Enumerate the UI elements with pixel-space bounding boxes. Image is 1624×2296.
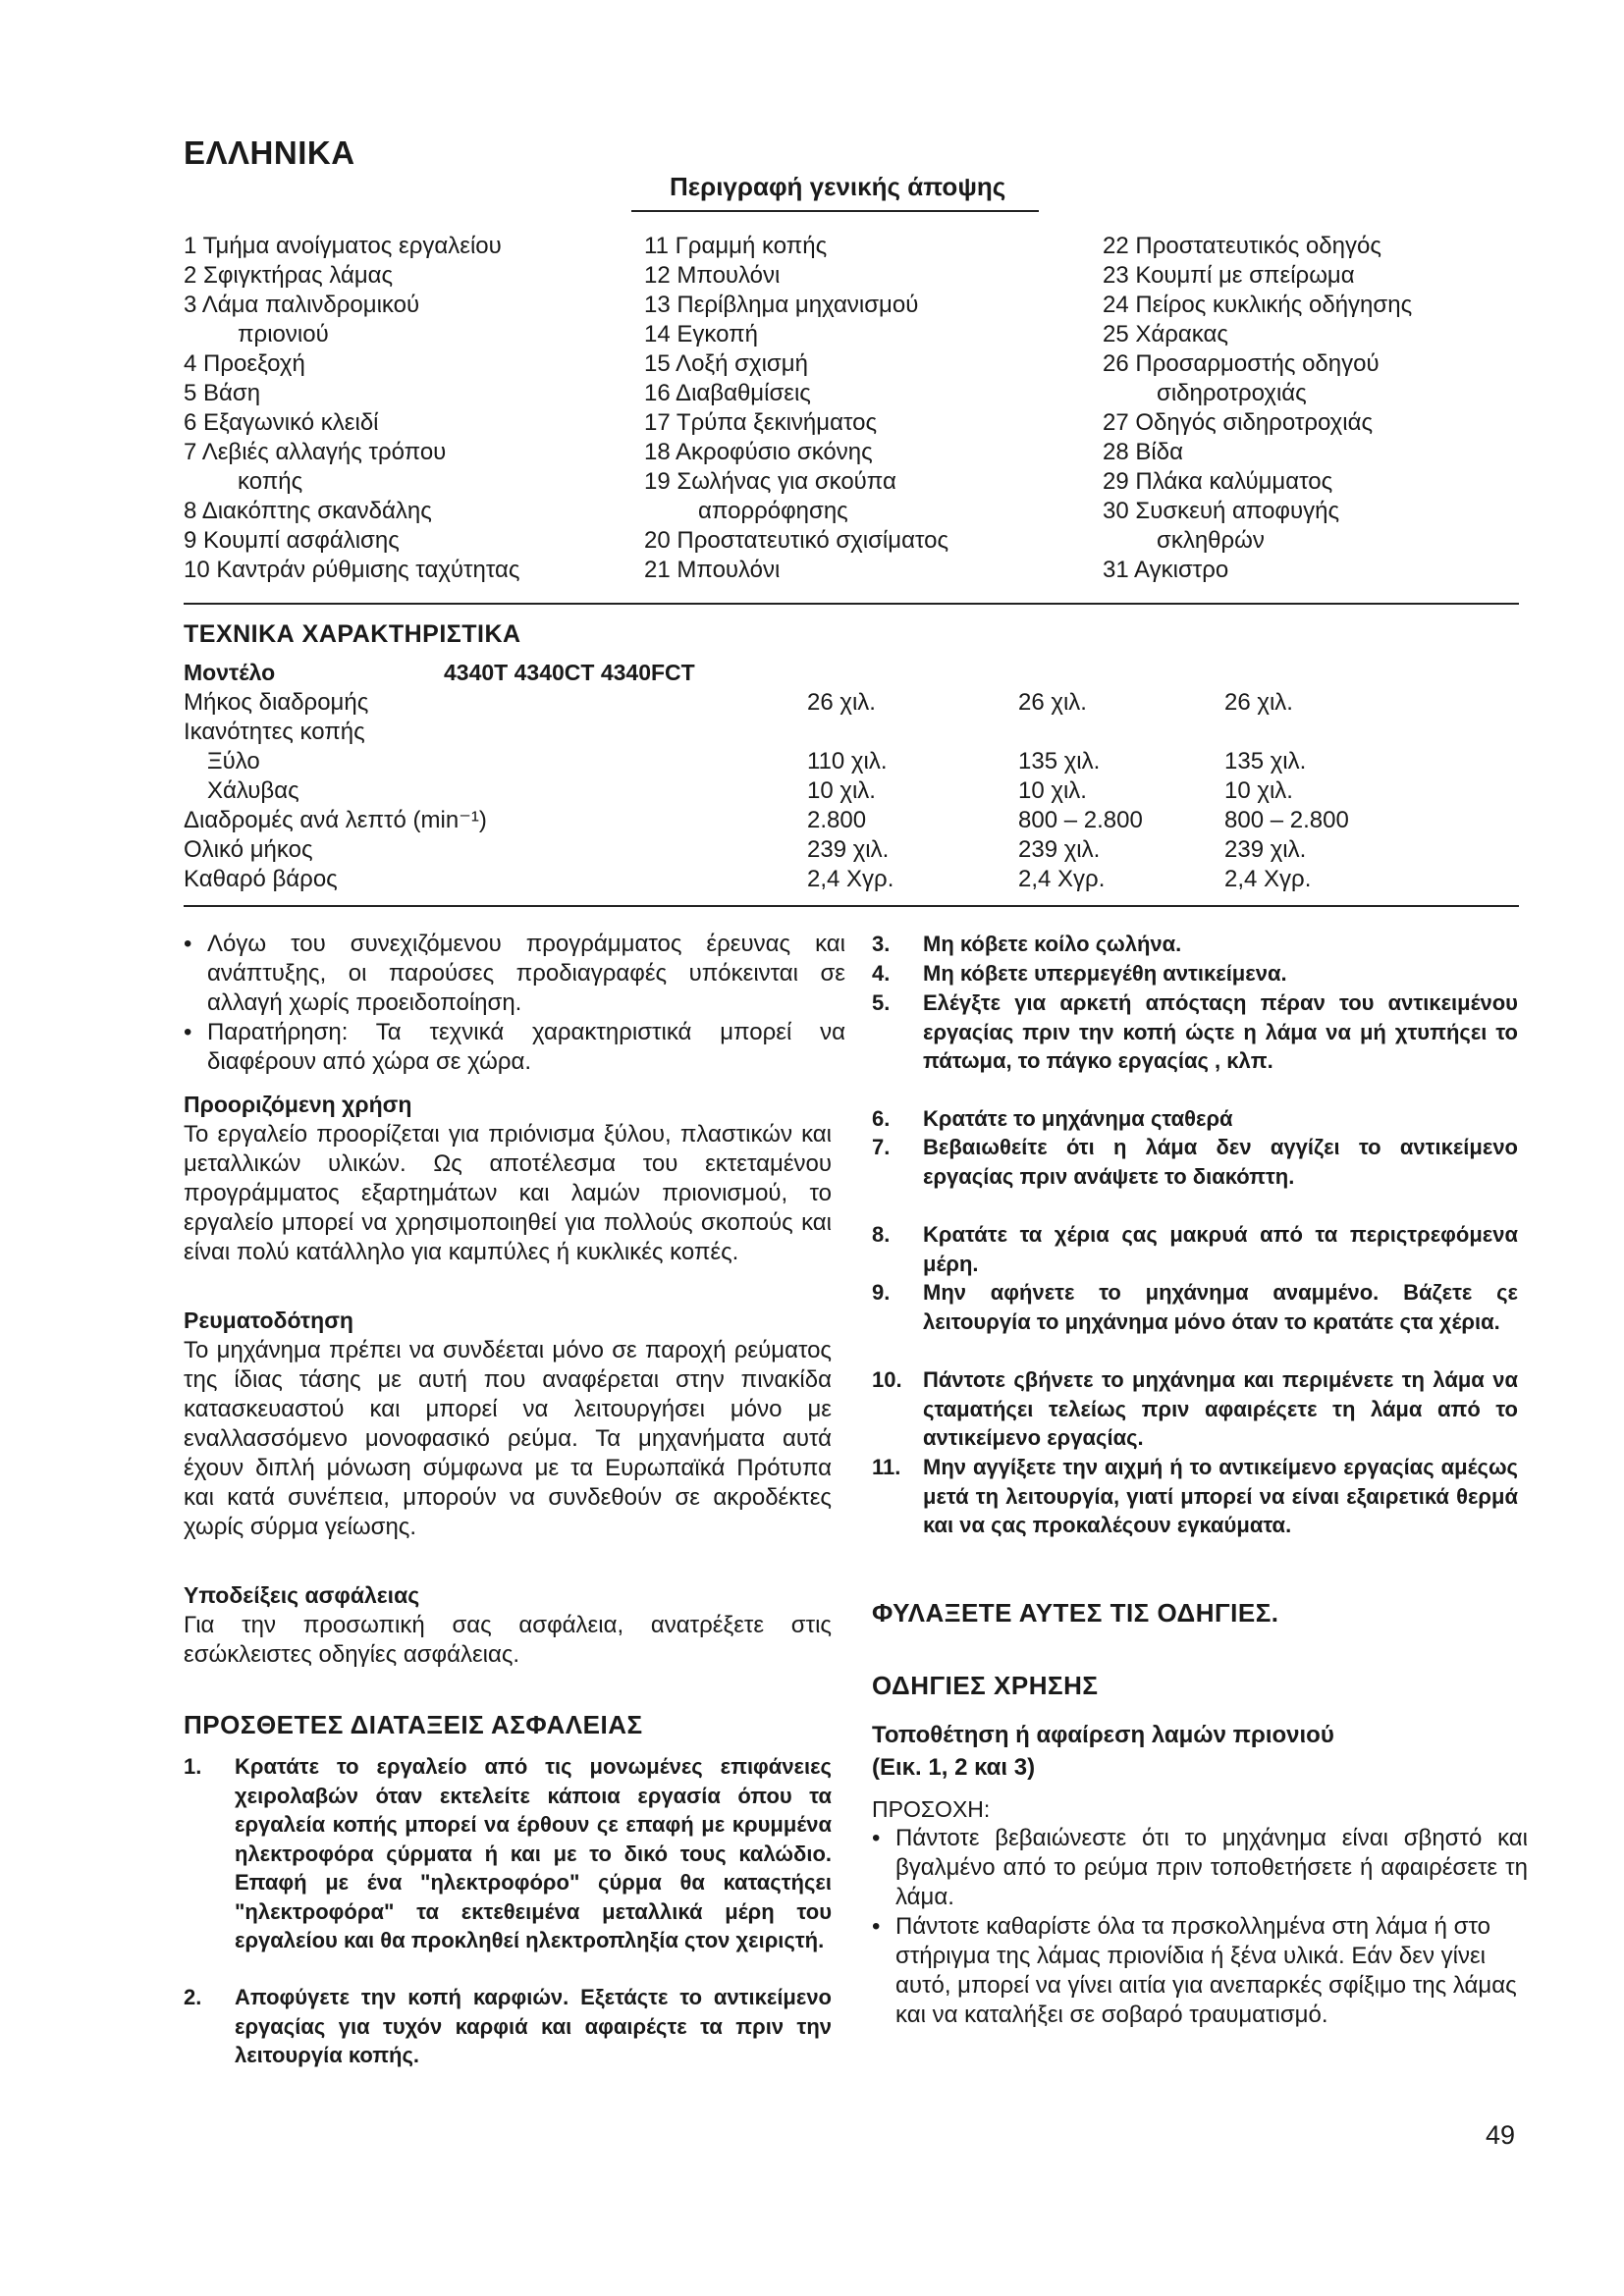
operation-subtitle-2: (Εικ. 1, 2 και 3): [872, 1754, 1036, 1781]
overview-item: 10 Καντράν ρύθμισης ταχύτητας: [184, 557, 520, 583]
bullet-dot: •: [184, 1019, 192, 1045]
overview-title-rule: [631, 210, 1039, 212]
overview-column-1: [184, 232, 616, 585]
safety-rule-number: 6.: [872, 1106, 891, 1131]
overview-item: 23 Κουμπί με σπείρωμα: [1103, 262, 1355, 289]
overview-item: 26 Προσαρμοστής οδηγού: [1103, 350, 1380, 377]
safety-rule-number: 5.: [872, 990, 891, 1015]
overview-item: 5 Βάση: [184, 380, 261, 406]
specs-value-v1: 2.800: [807, 807, 867, 833]
overview-item: σιδηροτροχιάς: [1157, 380, 1307, 406]
save-instructions: ΦΥΛΑΞΕΤΕ ΑΥΤΕΣ ΤΙΣ ΟΔΗΓΙΕΣ.: [872, 1598, 1279, 1628]
safety-rule-number: 7.: [872, 1135, 891, 1159]
safety-rule-text: Αποφύγετε την κοπή καρφιών. Εξετάςτε το αντικείμενο εργαςίας για τυχόν καρφιά και αφαιρέςτε τα πριν την λειτουργία κοπής.: [235, 1985, 832, 2067]
specs-value-v3: 2,4 Χγρ.: [1224, 866, 1312, 892]
specs-value-v3: 239 χιλ.: [1224, 836, 1307, 863]
divider-top: [184, 603, 1519, 605]
caution-bullet: [872, 1824, 1528, 1912]
overview-item: 3 Λάμα παλινδρομικού: [184, 292, 420, 318]
intended-use-body: Το εργαλείο προορίζεται για πριόνισμα ξύλου, πλαστικών και μεταλλικών υλικών. Ως αποτέλεσμα του εκτεταμένου προγράμματος εξαρτημάτων και λαμών πριονισμού, το εργαλείο μπορεί να χρησιμοποιηθεί για πολλούς σκοπούς και είναι πολύ κατάλληλο για καμπύλες ή κυκλικές κοπές.: [184, 1121, 832, 1265]
safety-tips-title: Υποδείξεις ασφάλειας: [184, 1582, 420, 1608]
note-text: Παρατήρηση: Τα τεχνικά χαρακτηριστικά μπορεί να διαφέρουν από χώρα σε χώρα.: [207, 1019, 845, 1075]
overview-item: 17 Τρύπα ξεκινήματος: [644, 409, 878, 436]
operation-subtitle-1: Τοποθέτηση ή αφαίρεση λαμών πριονιού: [872, 1722, 1334, 1748]
note-bullet: [184, 1018, 845, 1077]
page-number: 49: [1486, 2120, 1516, 2150]
specs-label-text: Καθαρό βάρος: [184, 866, 342, 892]
overview-item: 22 Προστατευτικός οδηγός: [1103, 233, 1381, 259]
safety-rule-text: Ελέγξτε για αρκετή απόςταςη πέραν του αντικειμένου εργαςίας πριν την κοπή ώςτε η λάμα να μή χτυπήςει το πάτωμα, το πάγκο εργαςίας , κλπ.: [923, 990, 1518, 1073]
overview-item: 19 Σωλήνας για σκούπα: [644, 468, 896, 495]
specs-row: [184, 776, 1509, 806]
overview-item: 25 Χάρακας: [1103, 321, 1228, 347]
intended-use-title: Προοριζόμενη χρήση: [184, 1092, 412, 1117]
overview-column-2: [644, 232, 1076, 585]
specs-value-v3: 135 χιλ.: [1224, 748, 1307, 774]
overview-item: απορρόφησης: [698, 498, 848, 524]
overview-item: 9 Κουμπί ασφάλισης: [184, 527, 400, 554]
safety-rule-text: Μην αγγίξετε την αιχμή ή το αντικείμενο εργαςίας αμέςως μετά τη λειτουργία, γιατί μπορεί να είναι εξαιρετικά θερμά και να ςας προκαλέςουν εγκαύματα.: [923, 1455, 1518, 1537]
specs-row: [184, 688, 1509, 718]
specs-label-text: Ολικό μήκος: [184, 836, 317, 863]
specs-row-label: [184, 688, 803, 718]
specs-row: [184, 747, 1509, 776]
specs-row-label: [184, 718, 803, 747]
operation-title: ΟΔΗΓΙΕΣ ΧΡΗΣΗΣ: [872, 1671, 1099, 1700]
safety-rule-number: 2.: [184, 1985, 202, 2009]
safety-rule-text: Κρατάτε τα χέρια ςας μακρυά από τα περιςτρεφόμενα μέρη.: [923, 1222, 1518, 1276]
bullet-dot: •: [872, 1825, 881, 1851]
caution-text: Πάντοτε καθαρίστε όλα τα πρσκολλημένα στη λάμα ή στο στήριγμα της λάμας πριονίδια ή ξένα υλικά. Εάν δεν γίνει αυτό, μπορεί να γίνει αιτία για ανεπαρκές σφίξιμο της λάμας και να καταλήξει σε σοβαρό τραυματισμό.: [895, 1913, 1517, 2028]
overview-item: 15 Λοξή σχισμή: [644, 350, 808, 377]
safety-rule-text: Πάντοτε ςβήνετε το μηχάνημα και περιμένετε τη λάμα να ςταματήςει τελείως πριν αφαιρέςετε τη λάμα από το αντικείμενο εργαςίας.: [923, 1367, 1518, 1450]
specs-model-label: Μοντέλο: [184, 660, 276, 685]
safety-rule-number: 3.: [872, 932, 891, 956]
specs-value-v2: 135 χιλ.: [1018, 748, 1101, 774]
specs-value-v1: 2,4 Χγρ.: [807, 866, 894, 892]
overview-item: 20 Προστατευτικό σχισίματος: [644, 527, 949, 554]
specs-row-label: [184, 747, 803, 776]
safety-rule-number: 10.: [872, 1367, 902, 1392]
divider-specs: [184, 905, 1519, 907]
specs-value-v1: 10 χιλ.: [807, 777, 876, 804]
safety-rule-text: Βεβαιωθείτε ότι η λάμα δεν αγγίζει το αντικείμενο εργαςίας πριν ανάψετε το διακόπτη.: [923, 1135, 1518, 1189]
safety-rule-text: Μη κόβετε κοίλο ςωλήνα.: [923, 932, 1182, 956]
overview-item: 21 Μπουλόνι: [644, 557, 781, 583]
specs-label-text: Ικανότητες κοπής: [184, 719, 369, 745]
overview-item: 14 Εγκοπή: [644, 321, 758, 347]
specs-value-v3: 10 χιλ.: [1224, 777, 1293, 804]
specs-value-v1: 239 χιλ.: [807, 836, 890, 863]
overview-item: 30 Συσκευή αποφυγής: [1103, 498, 1340, 524]
safety-rule-number: 8.: [872, 1222, 891, 1247]
specs-row: [184, 718, 1509, 747]
overview-item: 6 Εξαγωνικό κλειδί: [184, 409, 379, 436]
specs-label-text: Μήκος διαδρομής: [184, 689, 372, 716]
overview-item: 8 Διακόπτης σκανδάλης: [184, 498, 432, 524]
specs-row: [184, 806, 1509, 835]
specs-row-label: [184, 865, 803, 894]
additional-rules-title: ΠΡΟΣΘΕΤΕΣ ΔΙΑΤΑΞΕΙΣ ΑΣΦΑΛΕΙΑΣ: [184, 1710, 643, 1739]
specs-value-v3: 800 – 2.800: [1224, 807, 1349, 833]
specs-label-text: Χάλυβας: [207, 777, 303, 804]
overview-item: 29 Πλάκα καλύμματος: [1103, 468, 1333, 495]
overview-item: 18 Ακροφύσιο σκόνης: [644, 439, 873, 465]
overview-item: 2 Σφιγκτήρας λάμας: [184, 262, 394, 289]
specs-value-v2: 800 – 2.800: [1018, 807, 1143, 833]
safety-rule-text: Κρατάτε το εργαλείο από τις μονωμένες επιφάνειες χειρολαβών όταν εκτελείτε κάποια εργασία όπου τα εργαλεία κοπής μπορεί να έρθουν ςε επαφή με κρυμμένα ηλεκτροφόρα ςύρματα ή και με το δικό τους καλώδιο. Επαφή με ένα "ηλεκτροφόρο" ςύρμα θα καταςτήςει "ηλεκτροφόρα" τα εκτεθειμένα μεταλλικά μέρη του εργαλείου και θα προκληθεί ηλεκτροπληξία ςτον χειριςτή.: [235, 1754, 832, 1952]
overview-item: 16 Διαβαθμίσεις: [644, 380, 811, 406]
specs-value-v2: 239 χιλ.: [1018, 836, 1101, 863]
overview-item: 7 Λεβιές αλλαγής τρόπου: [184, 439, 447, 465]
specs-row-label: [184, 806, 803, 835]
specs-title: ΤΕΧΝΙΚΑ ΧΑΡΑΚΤΗΡΙΣΤΙΚΑ: [184, 620, 521, 648]
overview-item: 12 Μπουλόνι: [644, 262, 781, 289]
safety-rule-number: 4.: [872, 961, 891, 986]
specs-value-v2: 10 χιλ.: [1018, 777, 1087, 804]
overview-item: 13 Περίβλημα μηχανισμού: [644, 292, 919, 318]
specs-value-v1: 110 χιλ.: [807, 748, 888, 774]
caution-text: Πάντοτε βεβαιώνεστε ότι το μηχάνημα είναι σβηστό και βγαλμένο από το ρεύμα πριν τοποθετήσετε ή αφαιρέσετε τη λάμα.: [895, 1825, 1528, 1910]
overview-item: 24 Πείρος κυκλικής οδήγησης: [1103, 292, 1413, 318]
safety-rule-number: 11.: [872, 1455, 901, 1479]
specs-value-v1: 26 χιλ.: [807, 689, 876, 716]
safety-rule-text: Μη κόβετε υπερμεγέθη αντικείμενα.: [923, 961, 1287, 986]
overview-column-3: [1103, 232, 1535, 585]
specs-row-label: [184, 776, 803, 806]
safety-rule-number: 9.: [872, 1280, 891, 1305]
specs-models: 4340T 4340CT 4340FCT: [444, 660, 695, 685]
overview-item: 4 Προεξοχή: [184, 350, 305, 377]
overview-item: κοπής: [238, 468, 303, 495]
bullet-dot: •: [872, 1913, 881, 1940]
specs-row: [184, 835, 1509, 865]
specs-label-text: Ξύλο: [207, 748, 264, 774]
specs-value-v2: 26 χιλ.: [1018, 689, 1087, 716]
overview-item: 27 Οδηγός σιδηροτροχιάς: [1103, 409, 1374, 436]
page-language-heading: ΕΛΛΗΝΙΚΑ: [184, 134, 355, 171]
specs-value-v3: 26 χιλ.: [1224, 689, 1293, 716]
overview-item: 28 Βίδα: [1103, 439, 1183, 465]
safety-tips-body: Για την προσωπική σας ασφάλεια, ανατρέξετε στις εσώκλειστες οδηγίες ασφάλειας.: [184, 1612, 832, 1668]
note-bullet: [184, 930, 845, 1018]
power-supply-title: Ρευματοδότηση: [184, 1308, 353, 1333]
power-supply-body: Το μηχάνημα πρέπει να συνδέεται μόνο σε παροχή ρεύματος της ίδιας τάσης με αυτή που αναφέρεται στην πινακίδα κατασκευαστού και μπορεί να λειτουργήσει μόνο με εναλλασσόμενο μονοφασικό ρεύμα. Τα μηχανήματα αυτά έχουν διπλή μόνωση σύμφωνα με τα Ευρωπαϊκά Πρότυπα και κατά συνέπεια, μπορούν να συνδεθούν σε ακροδέκτες χωρίς σύρμα γείωσης.: [184, 1337, 832, 1540]
overview-item: 1 Τμήμα ανοίγματος εργαλείου: [184, 233, 502, 259]
note-text: Λόγω του συνεχιζόμενου προγράμματος έρευνας και ανάπτυξης, οι παρούσες προδιαγραφές υπόκεινται σε αλλαγή χωρίς προειδοποίηση.: [207, 931, 845, 1016]
caution-bullet: [872, 1912, 1528, 2030]
specs-row: [184, 865, 1509, 894]
specs-label-text: Διαδρομές ανά λεπτό (min⁻¹): [184, 807, 491, 833]
safety-rule-text: Κρατάτε το μηχάνημα ςταθερά: [923, 1106, 1233, 1131]
overview-item: πριονιού: [238, 321, 329, 347]
caution-label: ΠΡΟΣΟΧΗ:: [872, 1796, 991, 1822]
specs-row-label: [184, 835, 803, 865]
safety-rule-text: Μην αφήνετε το μηχάνημα αναμμένο. Βάζετε ςε λειτουργία το μηχάνημα μόνο όταν το κρατάτε ςτα χέρια.: [923, 1280, 1518, 1334]
safety-rule-number: 1.: [184, 1754, 202, 1779]
bullet-dot: •: [184, 931, 192, 957]
overview-item: 11 Γραμμή κοπής: [644, 233, 828, 259]
specs-value-v2: 2,4 Χγρ.: [1018, 866, 1106, 892]
overview-title: Περιγραφή γενικής άποψης: [670, 172, 1006, 201]
overview-item: σκληθρών: [1157, 527, 1265, 554]
overview-item: 31 Αγκιστρο: [1103, 557, 1229, 583]
